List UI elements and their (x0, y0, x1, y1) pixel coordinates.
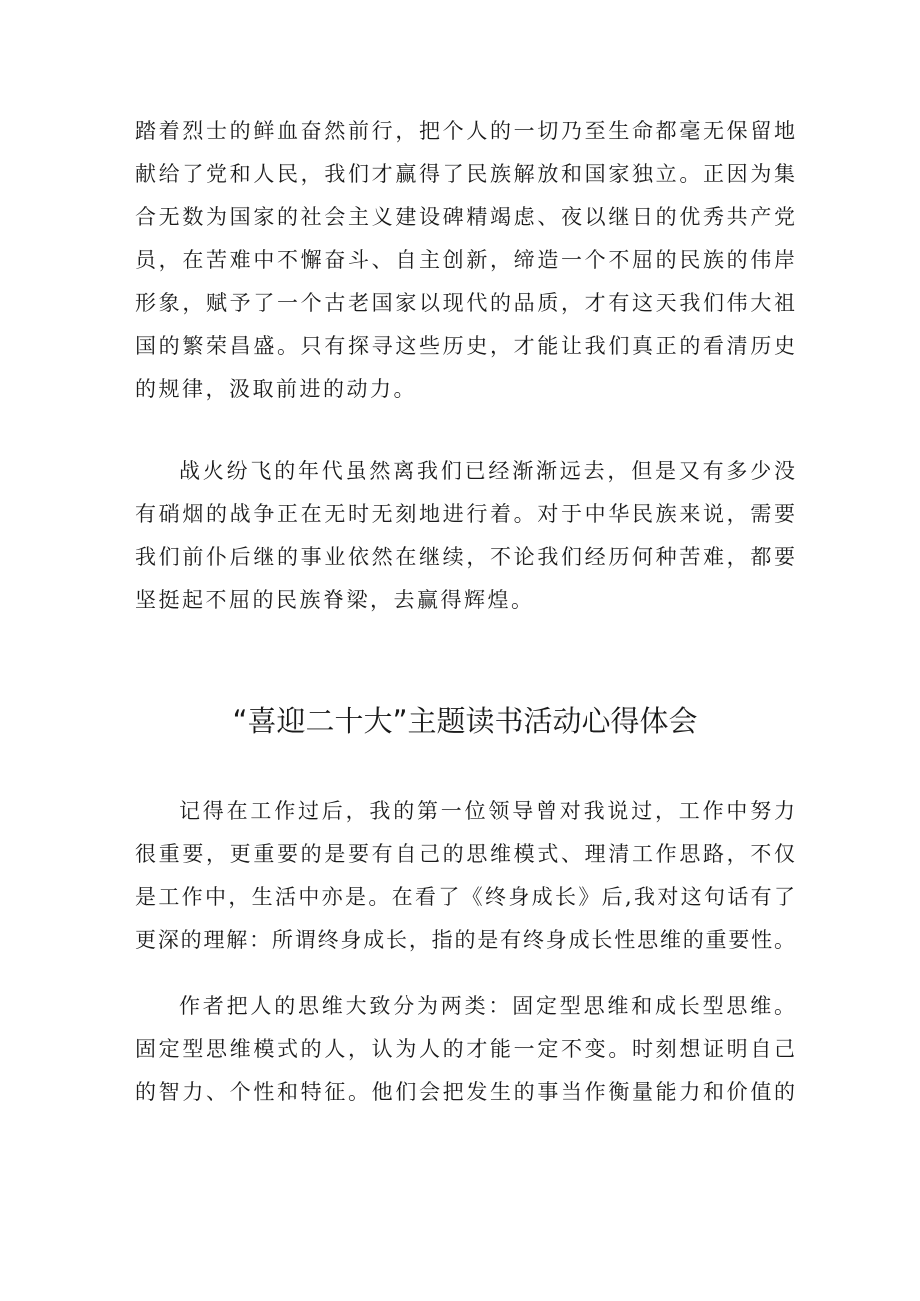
text-line: 献给了党和人民，我们才赢得了民族解放和国家独立。正因为集 (135, 162, 795, 186)
text-line: 的智力、个性和特征。他们会把发生的事当作衡量能力和价值的 (135, 1080, 795, 1104)
paragraph-mindset-types (135, 985, 795, 1114)
text-line: 我们前仆后继的事业依然在继续，不论我们经历何种苦难，都要 (135, 545, 795, 569)
text-line: 战火纷飞的年代虽然离我们已经渐渐远去，但是又有多少没 (179, 459, 795, 483)
text-line: 有硝烟的战争正在无时无刻地进行着。对于中华民族来说，需要 (135, 502, 795, 526)
text-line: 踏着烈士的鲜血奋然前行，把个人的一切乃至生命都毫无保留地 (135, 119, 795, 143)
text-line: 作者把人的思维大致分为两类：固定型思维和成长型思维。 (179, 994, 795, 1018)
text-line: 合无数为国家的社会主义建设碑精竭虑、夜以继日的优秀共产党 (135, 205, 795, 229)
paragraph-first-leader (135, 790, 795, 962)
text-line: 记得在工作过后，我的第一位领导曾对我说过，工作中努力 (179, 799, 795, 823)
text-line: 是工作中，生活中亦是。在看了《终身成长》后,我对这句话有了 (135, 885, 795, 909)
paragraph-sacrifice (135, 110, 795, 411)
text-line: 员，在苦难中不懈奋斗、自主创新，缔造一个不屈的民族的伟岸 (135, 248, 795, 272)
text-line: 固定型思维模式的人，认为人的才能一定不变。时刻想证明自己 (135, 1037, 795, 1061)
text-line: 国的繁荣昌盛。只有探寻这些历史，才能让我们真正的看清历史 (135, 334, 795, 358)
text-line: 坚挺起不屈的民族脊梁，去赢得辉煌。 (135, 588, 535, 612)
text-line: 的规律，汲取前进的动力。 (135, 377, 417, 401)
text-line: 很重要，更重要的是要有自己的思维模式、理清工作思路，不仅 (135, 842, 795, 866)
article-title: “喜迎二十大”主题读书活动心得体会 (232, 704, 698, 738)
text-line: 形象，赋予了一个古老国家以现代的品质，才有这天我们伟大祖 (135, 291, 795, 315)
paragraph-war-years (135, 450, 795, 622)
text-line: 更深的理解：所谓终身成长，指的是有终身成长性思维的重要性。 (135, 928, 795, 952)
